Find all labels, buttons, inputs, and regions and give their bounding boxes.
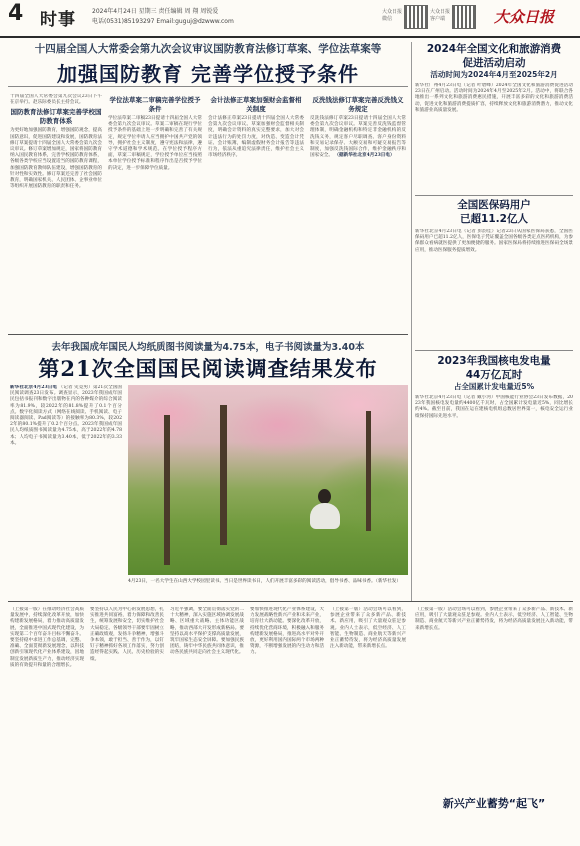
- reading-photo: [128, 385, 408, 575]
- qr-code-icon: [404, 5, 428, 29]
- continued-column-4: [250, 607, 324, 841]
- continued-text: 习近平强调，要全面贯彻落实党的二十大精神，深入实施区域协调发展战略、区域重大战略、主体功能区战略，推动西部大开发形成新格局。要坚持以高水平保护支撑高质量发展，筑牢国家生态安全屏障。要加强民族团结，铸牢中华民族共同体意识，推动各民族共同走向社会主义现代化。: [170, 607, 244, 656]
- lead-kicker: 十四届全国人大常委会第九次会议审议国防教育法修订草案、学位法草案等: [34, 43, 382, 55]
- story-subtitle: 占全国累计发电量近5%: [453, 382, 535, 391]
- story-text: 新华社北京4月23日电（记者 彭韵佳）记者23日从国家医保局获悉，全国医保码用户已超11.2亿人，医保电子凭证覆盖全国各级各类定点医药机构，为参保群众看病就医提供了更加便捷的服务。国家医保局将持续推进医保码全场景应用，推动医保服务提质增效。: [415, 229, 573, 253]
- lead-subhead-4: 反洗钱法修订草案完善反洗钱义务规定: [312, 96, 404, 113]
- story-title: 全国医保码用户: [457, 199, 531, 211]
- page-header: [0, 0, 580, 38]
- lead-credit: （据新华社北京4月23日电）: [334, 153, 395, 159]
- continued-text: 要坚持以人民为中心的发展思想，扎实推进共同富裕，着力保障和改善民生，统筹发展和安全，切实维护社会大局稳定。各级领导干部要牢固树立正确政绩观，发扬斗争精神，增强斗争本领，敢于担当、善于作为，以钉钉子精神抓好各项工作落实，努力创造经得起实践、人民、历史检验的实绩。: [90, 607, 164, 662]
- culture-tourism-story: [415, 42, 573, 189]
- divider: [8, 86, 408, 87]
- divider: [415, 350, 573, 351]
- story-body: [415, 229, 573, 349]
- lead-subhead-1: 国防教育法修订草案完善学校国防教育体系: [10, 108, 102, 125]
- contact-meta: 电话(0531)85193297 Email:guguj@dzwww.com: [92, 18, 234, 25]
- lead-intro: 十四届全国人大常委会第九次会议23日下午在京举行。赵乐际委员长主持会议。: [10, 94, 102, 106]
- story-text: 新华社北京4月23日电（记者 戴小河）中国核能行业协会23日发布数据，2023年我国核电发电量约4400亿千瓦时，占全国累计发电量近5%，同比增长约4%。截至目前，我国在运在建核电机组总数居世界第一，核电安全运行业绩保持国际先进水平。: [415, 395, 573, 419]
- emerging-industry-headline: 新兴产业蓄势“起飞”: [442, 797, 546, 810]
- reader-head: [318, 489, 331, 504]
- story-body: [415, 83, 573, 189]
- edition-meta: 2024年4月24日 星期三 责任编辑 周 翔 周锐爱: [92, 8, 219, 15]
- photo-caption: 4月23日，一名大学生在山西大学校园里读书。当日是世界读书日，人们开展丰富多彩的阅读活动，倡导书香、品味书香。（新华社发）: [128, 579, 401, 584]
- tree-trunk: [220, 405, 227, 545]
- continued-column-3: [170, 607, 244, 841]
- story-body: [415, 395, 573, 595]
- newspaper-logo: 大众日报: [494, 8, 555, 26]
- qr-label-wechat: 大众日报微信: [382, 9, 403, 22]
- tree-trunk: [164, 415, 170, 565]
- reading-byline: 新华社北京4月23日电: [10, 385, 58, 390]
- story-title-line2: 44万亿瓦时: [465, 369, 523, 381]
- section-title: 时事: [40, 10, 76, 30]
- lead-column-2: [108, 94, 202, 332]
- lead-body-4: 反洗钱法修订草案23日提请十四届全国人大常委会第九次会议审议。草案完善反洗钱监督管理体制，明确金融机构和特定非金融机构的反洗钱义务，规定客户尽职调查、客户身份资料和交易记录保存、大额交易和可疑交易报告等制度，加强反洗钱国际合作，维护金融秩序和国家安全。: [310, 116, 406, 159]
- lead-column-4: [310, 94, 406, 332]
- reading-column: [10, 385, 122, 597]
- story-title: 2023年我国核电发电量: [437, 355, 551, 367]
- continued-text: （上接第一版）活动会场可以看到，参展企业带来了众多新产品、新技术、新应用，吸引了大量观众驻足参观。业内人士表示，低空经济、人工智能、生物制造、商业航天等新兴产业正蓄势待发，将为经济高质量发展注入新动能，带来新增长点。: [415, 607, 573, 631]
- continued-column-1: [10, 607, 84, 841]
- page-number: 4: [8, 1, 24, 26]
- qr-code-icon: [452, 5, 476, 29]
- continued-column-2: [90, 607, 164, 841]
- lead-subhead-2: 学位法草案二审稿完善学位授予条件: [109, 96, 201, 113]
- reading-headline: 第21次全国国民阅读调查结果发布: [38, 356, 378, 381]
- lead-column-1: [10, 94, 102, 332]
- continued-text: （上接第一版）在推动经济社会高质量发展中，持续深化改革开放，加快构建新发展格局，着力推动高质量发展，全面推进中国式现代化建设，为实现第二个百年奋斗目标不懈奋斗。要坚持稳中求进工作总基调，完整、准确、全面贯彻新发展理念，以科技创新引领现代化产业体系建设，因地制宜发展新质生产力，推动经济实现质的有效提升和量的合理增长。: [10, 607, 84, 668]
- continued-text: （上接第一版）活动会场可以看到，参展企业带来了众多新产品、新技术、新应用，吸引了大量观众驻足参观。业内人士表示，低空经济、人工智能、生物制造、商业航天等新兴产业正蓄势待发，将为经济高质量发展注入新动能，带来新增长点。: [330, 607, 406, 650]
- qr-label-app: 大众日报客户端: [430, 9, 451, 22]
- story-title-line2: 已超11.2亿人: [460, 213, 528, 225]
- lead-body-2: 学位法草案二审稿23日提请十四届全国人大常委会第九次会议审议。草案二审稿在现行学位授予条件的基础上进一步明确和完善了有关规定，规定学位申请人应当拥护中国共产党的领导，拥护社会主义制度，遵守宪法和法律，遵守学术道德和学术规范。在学位授予程序方面，草案二审稿规定，学位授予单位应当按照本单位学位授予标准和程序作出是否授予学位的决定，进一步保障学位质量。: [108, 116, 202, 171]
- story-title-line2: 促进活动启动: [462, 57, 526, 69]
- section-divider: [8, 601, 573, 602]
- reader-figure: [310, 503, 340, 529]
- reading-body: （记者 史竞男）第21次全国国民阅读调查23日发布。调查显示，2023年我国成年国民包括书报刊和数字出版物在内的各种媒介的综合阅读率为81.9%，较2022年的81.8%提升了0.1个百分点。数字化阅读方式（网络在线阅读、手机阅读、电子阅读器阅读、Pad阅读等）的接触率为80.3%，较2022年的80.1%提升了0.2个百分点。2023年我国成年国民人均纸质图书阅读量为4.75本，高于2022年的4.78本；人均电子书阅读量为3.40本，低于2022年的3.33本。: [10, 385, 122, 446]
- reading-deck: 去年我国成年国民人均纸质图书阅读量为4.75本，电子书阅读量为3.40本: [51, 342, 365, 353]
- lead-subhead-3: 会计法修正草案加强财会监督相关制度: [210, 96, 302, 113]
- story-title: 2024年全国文化和旅游消费: [426, 43, 562, 55]
- lead-headline: 加强国防教育 完善学位授予条件: [57, 62, 359, 86]
- nuclear-power-story: [415, 354, 573, 595]
- tree-trunk: [366, 411, 371, 531]
- lead-body-3: 会计法修正草案23日提请十四届全国人大常委会第九次会议审议。草案加强财会监督相关制度，明确会计资料的真实完整要求，加大对会计违法行为的处罚力度，对伪造、变造会计凭证、会计账簿，编制虚假财务会计报告等违法行为，依法从重追究法律责任，维护社会主义市场经济秩序。: [208, 116, 304, 159]
- emerging-industry-intro: [415, 607, 573, 791]
- column-divider: [411, 42, 412, 602]
- lead-column-3: [208, 94, 304, 332]
- lead-body-1: 为更好地加强国防教育，增强国防观念，提高国防意识，促进国防建设和发展，国防教育法修订草案提请十四届全国人大常委会第九次会议审议。修订草案增加规定，国家将国防教育纳入国民教育体系，完善学校国防教育体系，各级各类学校应当设置适当的国防教育课程，加强国防教育教师队伍建设，增强国防教育的针对性和实效性。修订草案还完善了社会国防教育，明确国家机关、人民团体、企事业单位等组织开展国防教育的职责和任务。: [10, 128, 102, 190]
- continued-column-5: [330, 607, 406, 841]
- story-text: 新华社广州4月23日电（记者 叶碧峰）2024年全国文化和旅游消费促进活动23日在广州启动。活动时间为2024年4月至2025年2月。活动中，将联合各地推出一系列文化和旅游消费惠民措施，开展丰富多彩的文化和旅游消费活动，促进文化和旅游消费提质扩容，持续释放文化和旅游消费潜力，推动文化和旅游业高质量发展。: [415, 83, 573, 113]
- divider: [415, 195, 573, 196]
- medical-insurance-story: [415, 198, 573, 349]
- story-subtitle: 活动时间为2024年4月至2025年2月: [430, 70, 558, 79]
- divider: [8, 334, 408, 335]
- continued-text: 要加快推进现代化产业体系建设，大力发展战略性新兴产业和未来产业，培育壮大新动能。要深化改革开放，持续优化营商环境，积极融入和服务构建新发展格局，推进高水平对外开放，更好利用国内国际两个市场两种资源，不断增强发展的内生动力和活力。: [250, 607, 324, 656]
